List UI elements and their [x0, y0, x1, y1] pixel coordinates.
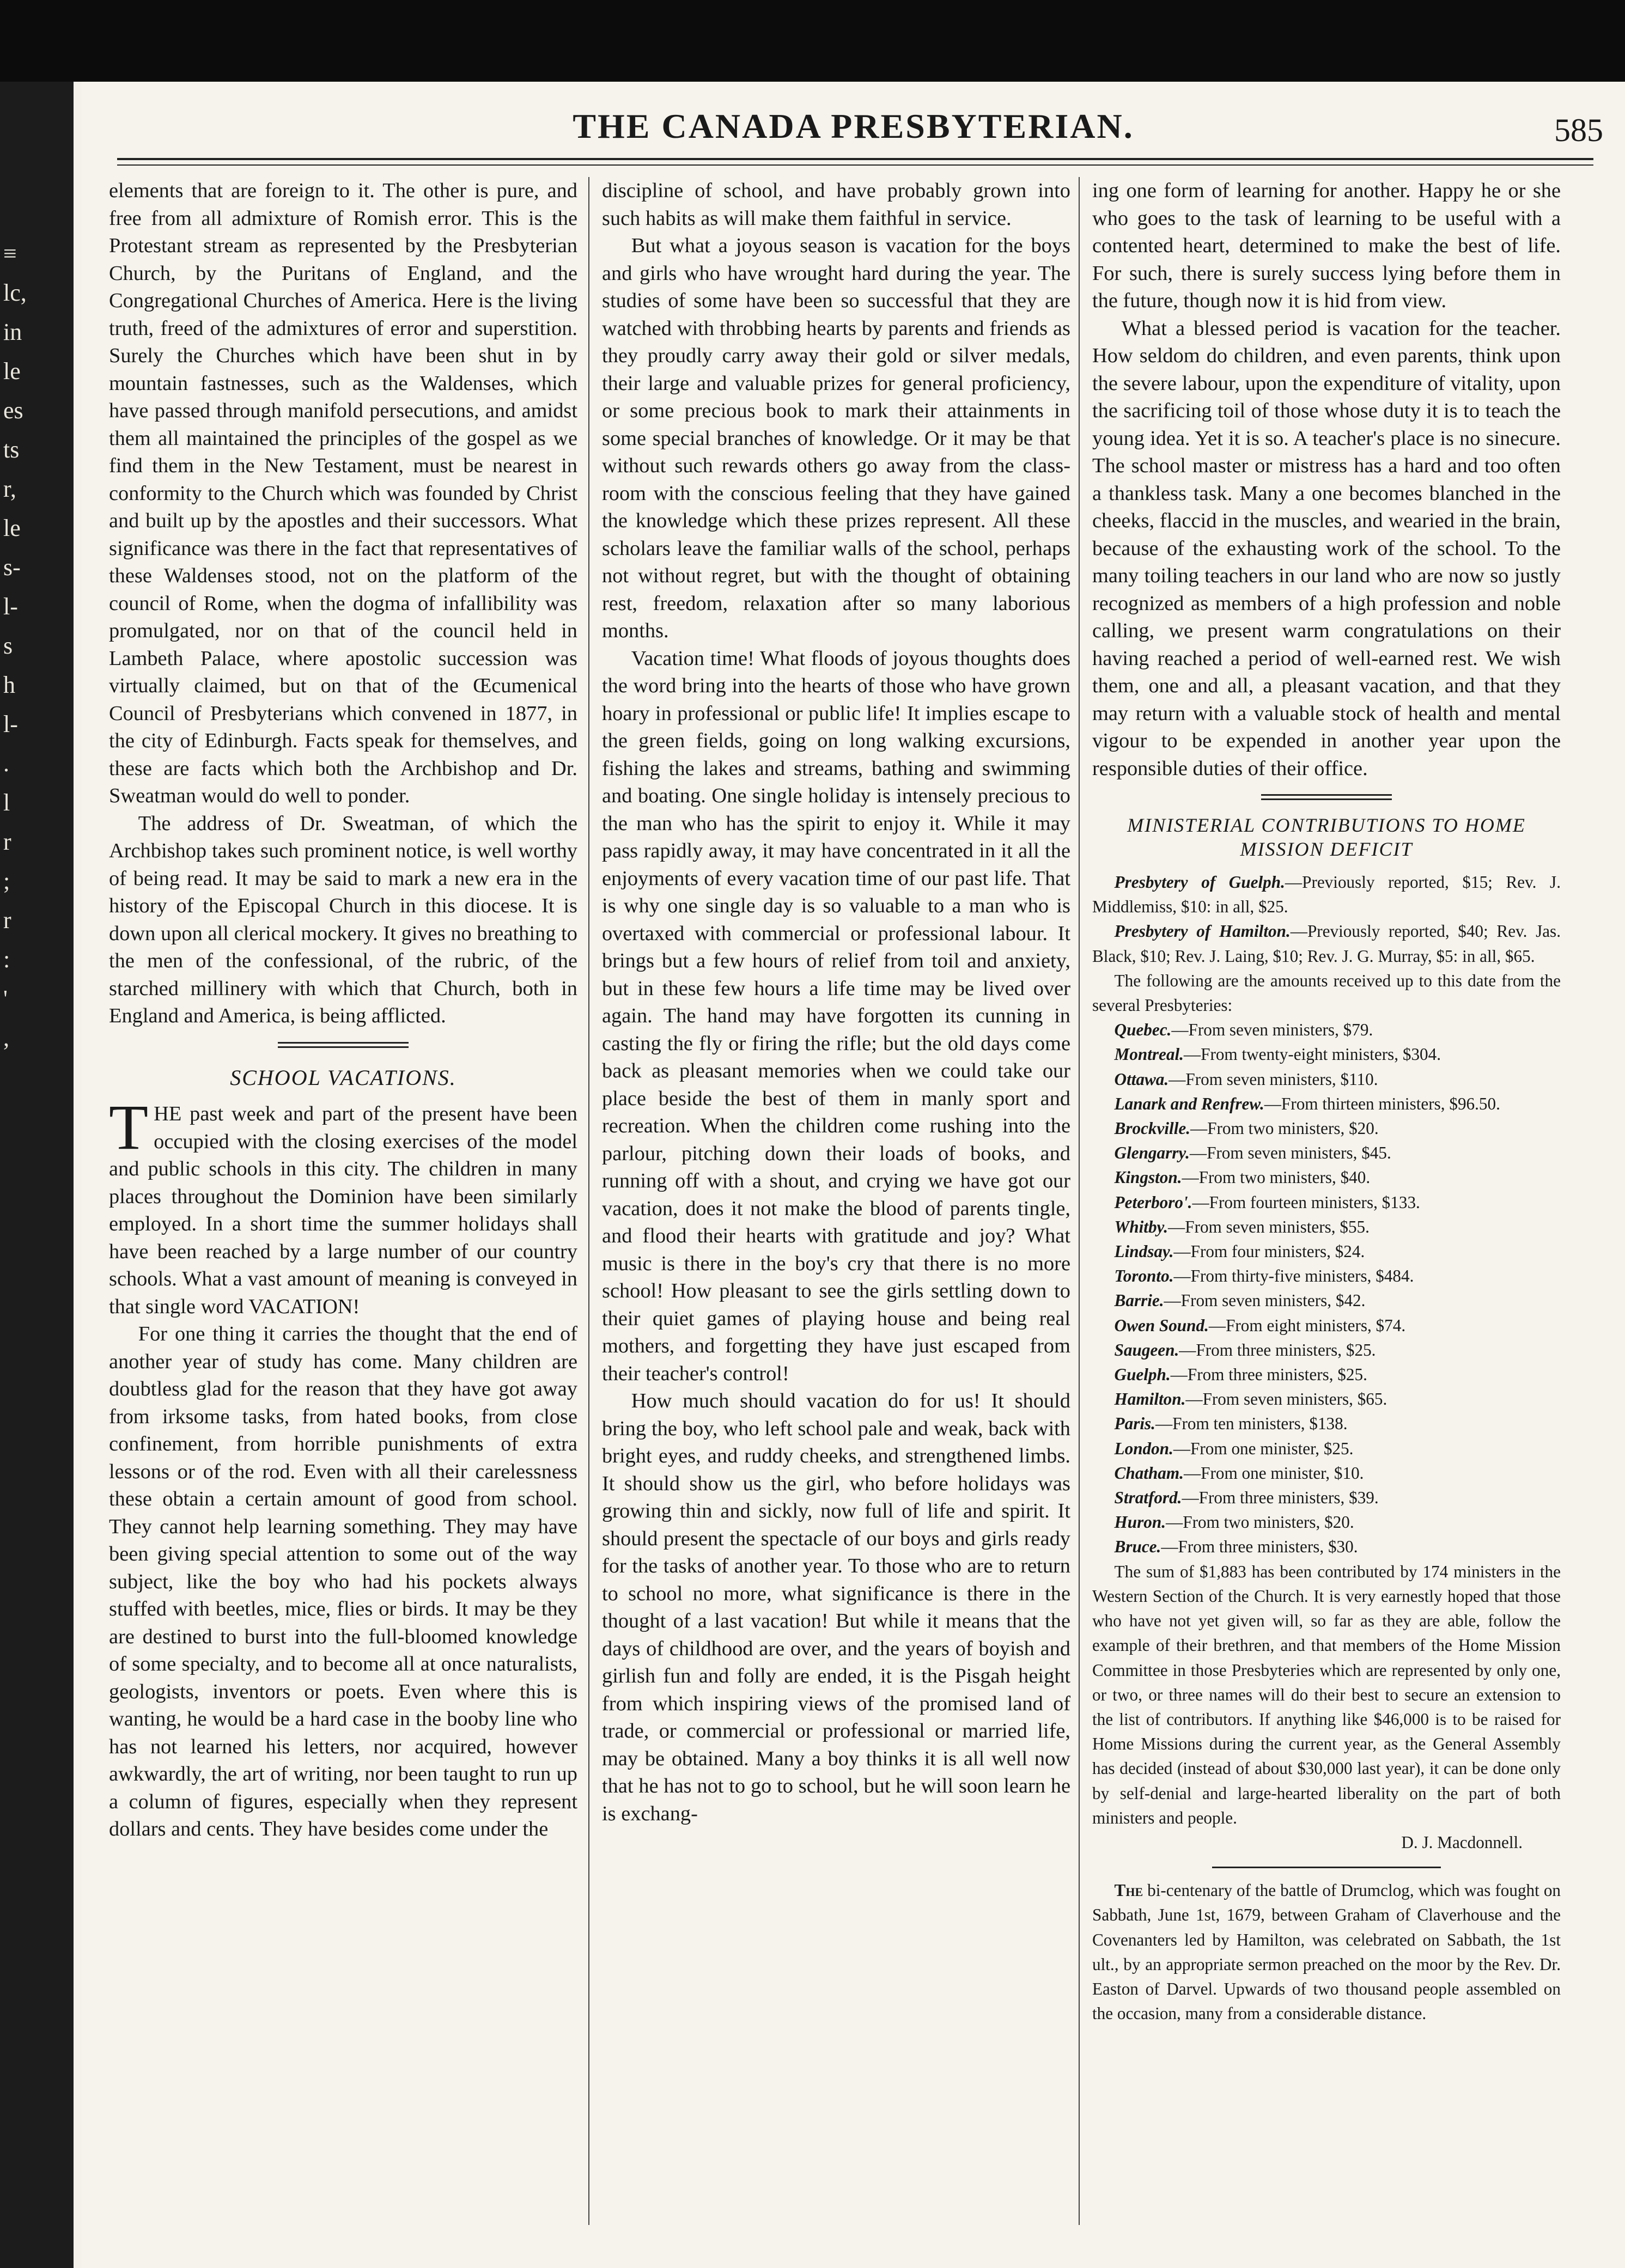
- heading-line: MISSION DEFICIT: [1240, 838, 1413, 860]
- entry-text: —From one minister, $10.: [1183, 1463, 1364, 1483]
- column-divider: [588, 177, 589, 2225]
- header-rule-thin: [117, 164, 1593, 166]
- presbytery-name: Guelph.: [1114, 1365, 1171, 1385]
- adjacent-page-fragments: ≡ lc, in le es ts r, le s- l- s h l- . l r ; r : ' ,: [3, 240, 27, 1051]
- presbytery-name: Huron.: [1114, 1513, 1166, 1532]
- presbytery-entry: [1092, 1288, 1561, 1313]
- presbytery-entry: [1092, 870, 1561, 919]
- presbytery-entry: [1092, 1067, 1561, 1092]
- entry-text: —From twenty-eight ministers, $304.: [1183, 1045, 1441, 1064]
- paragraph-text: bi-centenary of the battle of Drumclog, which was fought on Sabbath, June 1st, 1679, between Graham of Claverhouse and the Covenanters led by Hamilton, was celebrated on Sabbath, the 1st ult., by an appropriate sermon preached on the moor by the Rev. Dr. Easton of Darvel. Upwards of two thousand people assembled on the occasion, many from a considerable distance.: [1092, 1881, 1561, 2023]
- page-number: 585: [1554, 112, 1603, 148]
- presbytery-entry: [1092, 1264, 1561, 1288]
- contributions-list: [1092, 870, 1561, 2026]
- presbytery-entry: [1092, 1239, 1561, 1264]
- presbytery-entry: [1092, 1411, 1561, 1436]
- entry-text: —From seven ministers, $45.: [1189, 1143, 1391, 1163]
- presbytery-name: Toronto.: [1114, 1266, 1174, 1286]
- drumclog-paragraph: [1092, 1878, 1561, 2026]
- scan-left-edge: [0, 82, 74, 2268]
- presbytery-name: Stratford.: [1114, 1488, 1182, 1508]
- paragraph: But what a joyous season is vacation for the boys and girls who have wrought hard during the year. The studies of some have been so successful that they are watched with throbbing hearts by parents and friends as they proudly carry away their gold or silver medals, their large and valuable prizes for general proficiency, or some precious book to mark their attainments in some special branches of knowledge. Or it may be that without such rewards others go away from the class-room with the conscious feeling that they have gained the knowledge which these prizes represent. All these scholars leave the familiar walls of the school, perhaps not without regret, but with the thought of obtaining rest, freedom, relaxation after so many laborious months.: [602, 234, 1070, 642]
- presbytery-name: Glengarry.: [1114, 1143, 1190, 1163]
- entry-text: —From ten ministers, $138.: [1155, 1414, 1348, 1434]
- drop-cap: T: [109, 1092, 149, 1163]
- paragraph: What a blessed period is vacation for the teacher. How seldom do children, and even parents, think upon the severe labour, upon the expenditure of vitality, upon the sacrificing toil of those whose duty it is to teach the young idea. Yet it is so. A teacher's place is no sinecure. The school master or mistress has a hard and too often a thankless task. Many a one becomes blanched in the cheeks, flaccid in the muscles, and wearied in the brain, because of the exhausting work of the school. To the many toiling teachers in our land who are now so justly recognized as members of a high profession and noble calling, we present warm congratulations on their having reached a period of well-earned rest. We wish them, one and all, a pleasant vacation, and that they may return with a valuable stock of health and mental vigour to be expended in another year upon the responsible duties of their office.: [1092, 316, 1561, 780]
- column-3: [1092, 177, 1561, 2026]
- entry-text: —From three ministers, $25.: [1179, 1340, 1376, 1359]
- presbytery-entry: [1092, 1461, 1561, 1485]
- section-heading-ministerial-contributions: [1092, 813, 1561, 861]
- presbytery-entry: [1092, 1436, 1561, 1461]
- entry-text: —From one minister, $25.: [1173, 1438, 1354, 1458]
- presbytery-entry: [1092, 1190, 1561, 1215]
- presbytery-entry: [1092, 1485, 1561, 1510]
- entry-text: —From fourteen ministers, $133.: [1192, 1192, 1420, 1212]
- entry-text: —Previously reported, $15; Rev. J. Middlemiss, $10: in all, $25.: [1092, 873, 1561, 917]
- scan-top-band: [0, 0, 1625, 82]
- page-header: [82, 106, 1625, 161]
- presbytery-name: Brockville.: [1114, 1119, 1190, 1138]
- presbytery-entry: [1092, 1116, 1561, 1141]
- presbytery-name: Paris.: [1114, 1414, 1155, 1434]
- list-intro: The following are the amounts received up to this date from the several Presbyteries:: [1092, 971, 1561, 1015]
- paragraph: For one thing it carries the thought that the end of another year of study has come. Many children are doubtless glad for the reason that they have got away from irksome tasks, from hated books, from close confinement, from horrible punishments of extra lessons or of the rod. Even with all their carelessness these obtain a certain amount of good from school. They cannot help learning something. They may have been giving special attention to some out of the way subject, like the boy who had his pockets always stuffed with beetles, mice, flies or birds. It may be they are destined to burst into the full-bloomed knowledge of some specialty, and to become all at once naturalists, geologists, inventors or poets. Even where this is wanting, he would be a hard case in the booby line who has not learned his letters, nor acquired, however awkwardly, the art of writing, nor been taught to run up a column of figures, especially when they represent dollars and cents. They have besides come under the: [109, 1322, 577, 1840]
- presbytery-entry: [1092, 919, 1561, 968]
- entry-text: —From three ministers, $25.: [1170, 1365, 1367, 1385]
- presbytery-entry: [1092, 1215, 1561, 1239]
- presbytery-entry: [1092, 1092, 1561, 1116]
- presbytery-name: Presbytery of Guelph.: [1114, 873, 1285, 892]
- presbytery-name: Saugeen.: [1114, 1340, 1179, 1359]
- presbytery-name: Lanark and Renfrew.: [1114, 1094, 1264, 1113]
- presbytery-entry: [1092, 1510, 1561, 1534]
- presbytery-entry: [1092, 1165, 1561, 1190]
- entry-text: —From seven ministers, $79.: [1171, 1020, 1373, 1040]
- entry-text: —From four ministers, $24.: [1173, 1242, 1365, 1261]
- entry-text: —From seven ministers, $55.: [1168, 1217, 1370, 1236]
- presbytery-name: London.: [1114, 1438, 1173, 1458]
- item-divider: [1212, 1867, 1441, 1868]
- presbytery-name: Peterboro'.: [1114, 1192, 1192, 1212]
- section-divider: [278, 1042, 409, 1048]
- presbytery-name: Lindsay.: [1114, 1242, 1174, 1261]
- lead-word: The: [1114, 1881, 1143, 1900]
- paragraph: The address of Dr. Sweatman, of which the Archbishop takes such prominent notice, is well worthy of being read. It may be said to mark a new era in the history of the Episcopal Church in this diocese. It is down upon all clerical mockery. It gives no breathing to the men of the confessional, of the rubric, of the starched millinery with which that Church, both in England and America, is being afflicted.: [109, 812, 577, 1027]
- entry-text: —From two ministers, $20.: [1166, 1513, 1354, 1532]
- presbytery-name: Ottawa.: [1114, 1069, 1169, 1089]
- presbytery-name: Whitby.: [1114, 1217, 1168, 1236]
- paragraph: How much should vacation do for us! It should bring the boy, who left school pale and weak, back with bright eyes, and ruddy cheeks, and strengthened limbs. It should show us the girl, who before holidays was growing thin and sickly, now full of life and spirit. It should present the spectacle of our boys and girls ready for the tasks of another year. To those who are to return to school no more, what significance is there in the thought of a last vacation! But while it means that the days of childhood are over, and the years of boyish and girlish fun and folly are ended, it is the Pisgah height from which inspiring views of the promised land of trade, or commercial or professional or married life, may be obtained. Many a boy thinks it is all well now that he has not to go to school, but he will soon learn he is exchang-: [602, 1389, 1070, 1825]
- column-1: [109, 177, 577, 1843]
- entry-text: —From thirteen ministers, $96.50.: [1264, 1094, 1500, 1113]
- paragraph: discipline of school, and have probably grown into such habits as will make them faithful in service.: [602, 179, 1070, 230]
- presbytery-entry: [1092, 1042, 1561, 1066]
- paragraph: ing one form of learning for another. Happy he or she who goes to the task of learning to be useful with a contented heart, determined to make the best of life. For such, there is surely success lying before them in the future, though now it is hid from view.: [1092, 179, 1561, 312]
- presbytery-entry: [1092, 1534, 1561, 1559]
- presbytery-name: Presbytery of Hamilton.: [1114, 922, 1291, 941]
- entry-text: —From seven ministers, $110.: [1168, 1069, 1378, 1089]
- presbytery-entry: [1092, 1141, 1561, 1165]
- heading-line: MINISTERIAL CONTRIBUTIONS TO HOME: [1127, 814, 1526, 836]
- presbytery-name: Montreal.: [1114, 1045, 1184, 1064]
- entry-text: —From two ministers, $40.: [1182, 1168, 1371, 1187]
- presbytery-entry: [1092, 1017, 1561, 1042]
- presbytery-name: Hamilton.: [1114, 1389, 1186, 1409]
- paragraph-text: HE past week and part of the present have been occupied with the closing exercises of the model and public schools in this city. The children in many places throughout the Dominion have been similarly employed. In a short time the summer holidays shall have been reached by a large number of our country schools. What a vast amount of meaning is conveyed in that single word VACATION!: [109, 1102, 577, 1318]
- paragraph: elements that are foreign to it. The other is pure, and free from all admixture of Romish error. This is the Protestant stream as represented by the Presbyterian Church, by the Puritans of England, and the Congregational Churches of America. Here is the living truth, freed of the admixtures of error and superstition. Surely the Churches which have been shut in by mountain fastnesses, such as the Waldenses, which have passed through manifold persecutions, and amidst them all maintained the principles of the gospel as we find them in the New Testament, must be nearest in conformity to the Church which was founded by Christ and built up by the apostles and their successors. What significance was there in the fact that representatives of these Waldenses stood, not on the platform of the council of Rome, when the dogma of infallibility was promulgated, nor on that of the council held in Lambeth Palace, where apostolic succession was virtually claimed, but on that of the Œcumenical Council of Presbyterians which convened in 1877, in the city of Edinburgh. Facts speak for themselves, and these are facts which both the Archbishop and Dr. Sweatman would do well to ponder.: [109, 179, 577, 807]
- lead-paragraph: [109, 1092, 577, 1320]
- presbytery-entries: [1092, 1017, 1561, 1559]
- section-divider: [1261, 794, 1392, 800]
- entry-text: —From three ministers, $30.: [1161, 1537, 1358, 1557]
- paragraph: Vacation time! What floods of joyous thoughts does the word bring into the hearts of those who have grown hoary in professional or public life! It implies escape to the green fields, going on long walking excursions, fishing the lakes and streams, bathing and swimming and boating. One single holiday is intensely precious to the man who has the spirit to enjoy it. While it may pass rapidly away, it may have concentrated in it all the enjoyments of every vacation time of our past life. That is why one single day is so valuable to a man who is overtaxed with commercial or professional labour. It brings but a few hours of relief from toil and anxiety, but in these few hours a life time may be lived over again. The hand may have forgotten its cunning in casting the fly or firing the rifle; but the old days come back as pleasant memories when we could take our place beside the best of them in manly sport and recreation. When the children come rushing into the parlour, pitching down their loads of books, and running off with a shout, and crying we have got our vacation, does it not make the blood of parents tingle, and flood their hearts with gratitude and joy? What music is there in the boy's cry that there is no more school! How pleasant to see the girls settling down to their quiet games of playing house and being real mothers, and forgetting they have just escaped from their teacher's control!: [602, 647, 1070, 1385]
- presbytery-entry: [1092, 1338, 1561, 1362]
- presbytery-name: Barrie.: [1114, 1291, 1164, 1310]
- entry-text: —From thirty-five ministers, $484.: [1173, 1266, 1414, 1286]
- section-heading-school-vacations: SCHOOL VACATIONS.: [230, 1065, 457, 1090]
- summary-paragraph: The sum of $1,883 has been contributed by 174 ministers in the Western Section of the Church. It is very earnestly hoped that those who have not yet given will, so far as they are able, follow the example of their brethren, and that members of the Home Mission Committee in those Presbyteries which are represented by only one, or two, or three names will do their best to secure an extension to the list of contributors. If anything like $46,000 is to be raised for Home Missions during the current year, as the General Assembly has decided (instead of about $30,000 last year), it can be done only by self-denial and large-hearted liberality on the part of both ministers and people.: [1092, 1562, 1561, 1827]
- presbytery-name: Chatham.: [1114, 1463, 1184, 1483]
- entry-text: —From three ministers, $39.: [1182, 1488, 1379, 1508]
- presbytery-name: Owen Sound.: [1114, 1315, 1209, 1335]
- presbytery-name: Bruce.: [1114, 1537, 1161, 1557]
- presbytery-entry: [1092, 1387, 1561, 1411]
- presbytery-name: Quebec.: [1114, 1020, 1172, 1040]
- signature: D. J. Macdonnell.: [1401, 1832, 1523, 1852]
- column-divider: [1079, 177, 1080, 2225]
- entry-text: —From eight ministers, $74.: [1208, 1315, 1406, 1335]
- entry-text: —From seven ministers, $42.: [1164, 1291, 1366, 1310]
- newspaper-page: [82, 82, 1625, 2268]
- entry-text: —From two ministers, $20.: [1190, 1119, 1379, 1138]
- column-2: [602, 177, 1070, 1827]
- presbytery-entry: [1092, 1362, 1561, 1387]
- presbytery-name: Kingston.: [1114, 1168, 1182, 1187]
- entry-text: —Previously reported, $40; Rev. Jas. Black, $10; Rev. J. Laing, $10; Rev. J. G. Murray, $5: in all, $65.: [1092, 922, 1561, 966]
- entry-text: —From seven ministers, $65.: [1185, 1389, 1387, 1409]
- journal-title: THE CANADA PRESBYTERIAN.: [573, 107, 1134, 145]
- header-rule: [117, 158, 1593, 160]
- presbytery-entry: [1092, 1313, 1561, 1338]
